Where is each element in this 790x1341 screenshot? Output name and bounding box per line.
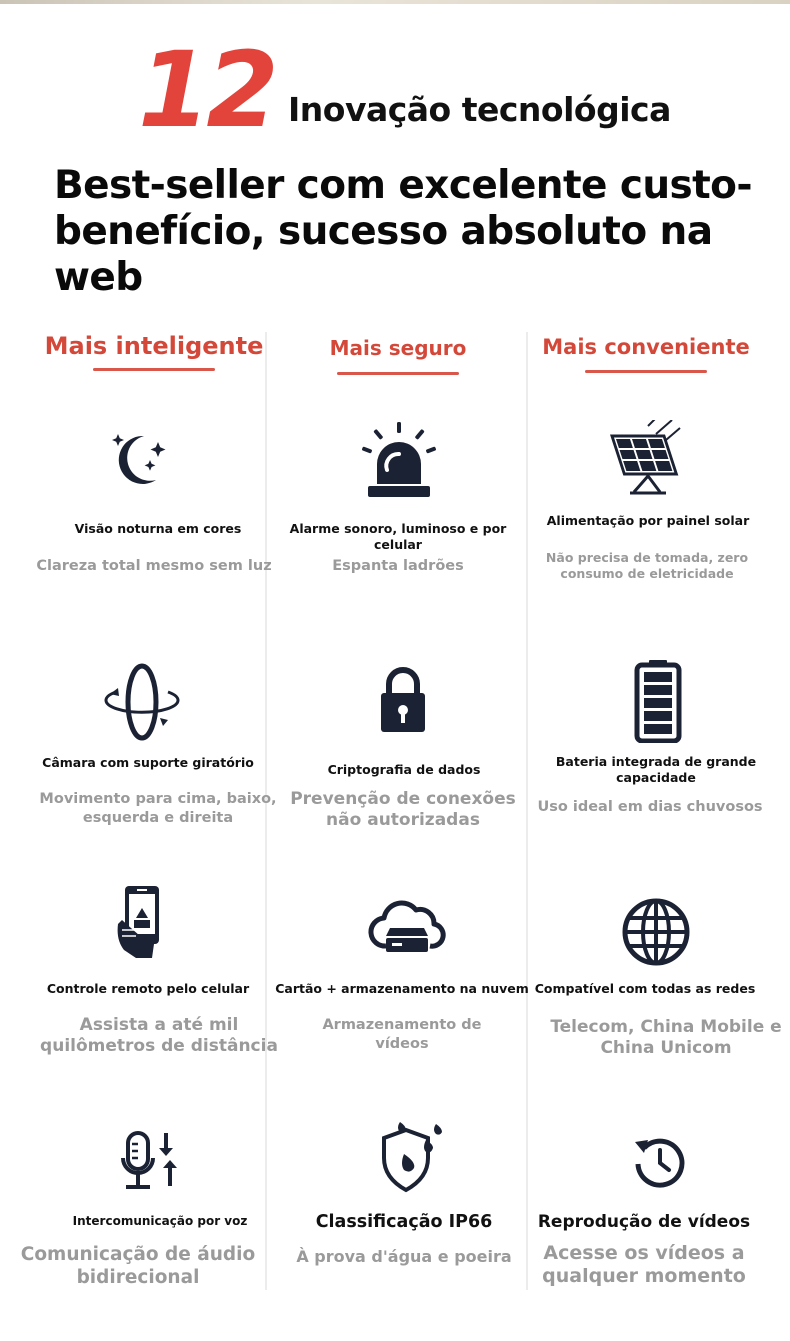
feature-description: Telecom, China Mobile e China Unicom bbox=[550, 1017, 782, 1058]
feature-description: Armazenamento de vídeos bbox=[322, 1017, 482, 1052]
solar-panel-icon bbox=[608, 420, 690, 496]
feature-description: Prevenção de conexões não autorizadas bbox=[290, 789, 516, 830]
feature-description: Clareza total mesmo sem luz bbox=[36, 558, 272, 574]
column-underline bbox=[585, 370, 707, 373]
water-shield-icon bbox=[376, 1118, 448, 1194]
feature-title: Intercomunicação por voz bbox=[72, 1214, 248, 1228]
column-header-smart bbox=[24, 332, 284, 371]
padlock-icon bbox=[379, 666, 427, 734]
feature-title: Alarme sonoro, luminoso e por celular bbox=[289, 521, 507, 552]
hero-number: 12 bbox=[138, 29, 275, 151]
feature-title: Compatível com todas as redes bbox=[534, 981, 756, 996]
cloud-storage-icon bbox=[368, 896, 446, 956]
feature-title: Câmara com suporte giratório bbox=[42, 755, 254, 770]
feature-description: Uso ideal em dias chuvosos bbox=[537, 799, 763, 815]
feature-title: Bateria integrada de grande capacidade bbox=[555, 754, 757, 785]
column-header-safe bbox=[268, 336, 528, 375]
feature-description: Espanta ladrões bbox=[332, 558, 464, 574]
feature-title: Cartão + armazenamento na nuvem bbox=[275, 981, 529, 996]
feature-title: Alimentação por painel solar bbox=[546, 513, 750, 528]
hero-subtitle: Inovação tecnológica bbox=[288, 90, 671, 129]
feature-description: Não precisa de tomada, zero consumo de eletricidade bbox=[545, 550, 749, 581]
top-photo-strip bbox=[0, 0, 790, 4]
column-title: Mais conveniente bbox=[542, 335, 750, 359]
column-underline bbox=[93, 368, 215, 371]
page-headline bbox=[54, 163, 774, 301]
feature-description: Assista a até mil quilômetros de distância bbox=[40, 1015, 278, 1056]
feature-title: Criptografia de dados bbox=[327, 762, 481, 777]
feature-description: À prova d'água e poeira bbox=[296, 1247, 512, 1266]
feature-description: Movimento para cima, baixo, esquerda e direita bbox=[39, 791, 277, 826]
column-title: Mais inteligente bbox=[44, 332, 264, 360]
history-clock-icon bbox=[632, 1134, 688, 1190]
feature-title: Visão noturna em cores bbox=[74, 521, 242, 536]
siren-alarm-icon bbox=[362, 420, 436, 500]
column-underline bbox=[337, 372, 459, 375]
column-title: Mais seguro bbox=[329, 336, 467, 360]
feature-title: Reprodução de vídeos bbox=[537, 1212, 751, 1232]
feature-title: Classificação IP66 bbox=[315, 1212, 493, 1232]
feature-description: Acesse os vídeos a qualquer momento bbox=[542, 1242, 746, 1287]
battery-full-icon bbox=[634, 659, 682, 743]
feature-title: Controle remoto pelo celular bbox=[46, 981, 250, 996]
column-header-convenient bbox=[516, 335, 776, 373]
night-moon-icon bbox=[110, 430, 170, 492]
phone-in-hand-icon bbox=[114, 884, 164, 960]
headline-line-1: Best-seller com excelente custo- bbox=[54, 163, 752, 208]
globe-icon bbox=[620, 896, 692, 968]
feature-description: Comunicação de áudio bidirecional bbox=[20, 1244, 256, 1288]
headline-line-2: benefício, sucesso absoluto na web bbox=[54, 209, 713, 300]
rotate-orbit-icon bbox=[102, 662, 182, 742]
microphone-arrows-icon bbox=[120, 1130, 184, 1194]
